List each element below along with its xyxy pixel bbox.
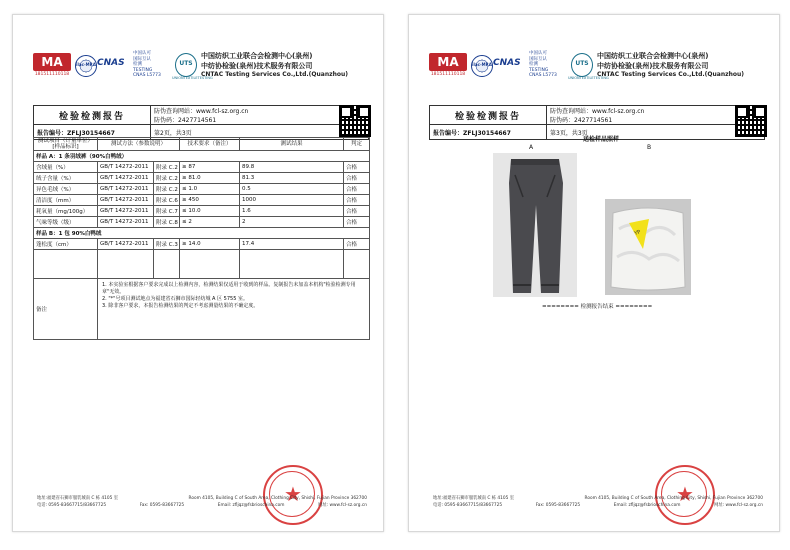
table-header-row — [34, 138, 370, 151]
report-number: 报告编号：ZFLJ30154667 — [430, 125, 547, 140]
column-header: 测试项目（计量单位）[样品标识] — [34, 138, 98, 151]
page-info: 第2页，共3页 — [151, 125, 369, 140]
report-header-table — [33, 105, 369, 140]
query-site: 防伪查询网站：www.fcl-sz.org.cn 防伪码：2427714561 — [547, 106, 765, 125]
notes-label: 备注 — [34, 279, 98, 340]
logo-row — [429, 51, 769, 91]
report-number: 报告编号：ZFLJ30154667 — [34, 125, 151, 140]
star-icon: ★ — [284, 482, 302, 506]
column-header: 测试结果 — [240, 138, 344, 151]
ma-logo: MA 181511110118 — [430, 55, 466, 77]
test-results-table — [33, 137, 370, 340]
sample-a-label: A — [529, 144, 534, 151]
down-pants-icon — [493, 153, 577, 297]
ilac-logo: ilac-MRA — [75, 55, 97, 77]
table-row: 绒子含量（%） GB/T 14272-2011 附录 C.2 ≥ 81.0 81.3 合格 — [34, 173, 370, 184]
organization-name: 中国纺织工业联合会检测中心(泉州) 中纺协检验(泉州)技术服务有限公司 CNTAC Testing Services Co.,Ltd.(Quanzhou) — [201, 52, 348, 78]
ilac-logo: ilac-MRA — [471, 55, 493, 77]
column-header: 技术要求（备注） — [180, 138, 240, 151]
qr-code-icon — [735, 105, 767, 137]
cert-text: 中国认可 国际互认 检测 TESTING CNAS L5773 — [133, 51, 161, 78]
cnas-logo: CNAS — [97, 58, 125, 68]
table-row: 耗氧量（mg/100g） GB/T 14272-2011 附录 C.7 ≤ 10.0 1.6 合格 — [34, 206, 370, 217]
sample-a-photo — [493, 153, 577, 297]
logo-row — [33, 51, 373, 91]
table-row: 含绒量（%） GB/T 14272-2011 附录 C.2 ≥ 87 89.8 合格 — [34, 162, 370, 173]
column-header: 测试方法（参数说明） — [98, 138, 180, 151]
report-page-3 — [408, 14, 780, 532]
sample-b-label: B — [647, 144, 652, 151]
cert-text: 中国认可 国际互认 检测 TESTING CNAS L5773 — [529, 51, 557, 78]
empty-row — [34, 250, 370, 279]
table-row: 清洁度（mm） GB/T 14272-2011 附录 C.6 ≥ 450 1000 合格 — [34, 195, 370, 206]
page-info: 第3页，共3页 — [547, 125, 765, 140]
report-page-2 — [12, 14, 384, 532]
uts-logo: UTS UNIONTEXTILETESTING — [175, 53, 197, 77]
group-row: 样品 B：1 包 90%白鸭绒 — [34, 228, 370, 239]
report-title: 检验检测报告 — [34, 106, 151, 125]
notes-text: 1. 本实验室根据客户要求完成以上检测内容，检测结果仅适用于收到的样品。复制报告未加盖本机构"检验检测专用章"无效。 2. "*"号项目测试地点为福建省石狮市国际轻纺城 A 区 5755 室。 3. 除非客户要求，本报告检测结果的判定不考虑测量结果的不确定度。 — [98, 279, 370, 340]
svg-text:YP: YP — [633, 229, 642, 237]
group-row: 样品 A：1 条羽绒裤（90%白鸭绒） — [34, 151, 370, 162]
page-footer: 地址:福建省石狮市服装城南 C 栋 4105 室 Room 4105, Building C of South Area, Clothing City, Shishi, Fujian Province 362700 电话: 0595-83667715/83667725 Fax: 0595-83667725 Email: zfljqz@fsbrioschina.com 网址: www.fcl-sz.org.cn — [37, 496, 367, 508]
notes-row — [34, 279, 370, 340]
down-bag-icon — [605, 199, 691, 295]
ma-logo: MA 181511110118 — [34, 55, 70, 77]
table-row: 气味等级（级） GB/T 14272-2011 附录 C.8 ≤ 2 2 合格 — [34, 217, 370, 228]
star-icon: ★ — [676, 482, 694, 506]
sample-photos-title: 送检样品照样 — [583, 136, 620, 143]
page-footer: 地址:福建省石狮市服装城南 C 栋 4105 室 Room 4105, Building C of South Area, Clothing City, Shishi, Fujian Province 362700 电话: 0595-83667715/83667725 Fax: 0595-83667725 Email: zfljqz@fsbrioschina.com 网址: www.fcl-sz.org.cn — [433, 496, 763, 508]
query-site: 防伪查询网站：www.fcl-sz.org.cn 防伪码：2427714561 — [151, 106, 369, 125]
table-row: 异色毛绒（%） GB/T 14272-2011 附录 C.2 ≤ 1.0 0.5 合格 — [34, 184, 370, 195]
table-row: 蓬松度（cm） GB/T 14272-2011 附录 C.3 ≥ 14.0 17.4 合格 — [34, 239, 370, 250]
qr-code-icon — [339, 105, 371, 137]
organization-name: 中国纺织工业联合会检测中心(泉州) 中纺协检验(泉州)技术服务有限公司 CNTAC Testing Services Co.,Ltd.(Quanzhou) — [597, 52, 744, 78]
sample-b-photo — [605, 199, 691, 295]
column-header: 判定 — [344, 138, 370, 151]
cnas-logo: CNAS — [493, 58, 521, 68]
uts-logo: UTS UNIONTEXTILETESTING — [571, 53, 593, 77]
report-title: 检验检测报告 — [430, 106, 547, 125]
report-end-text: ======== 检测报告结束 ======== — [542, 304, 653, 310]
